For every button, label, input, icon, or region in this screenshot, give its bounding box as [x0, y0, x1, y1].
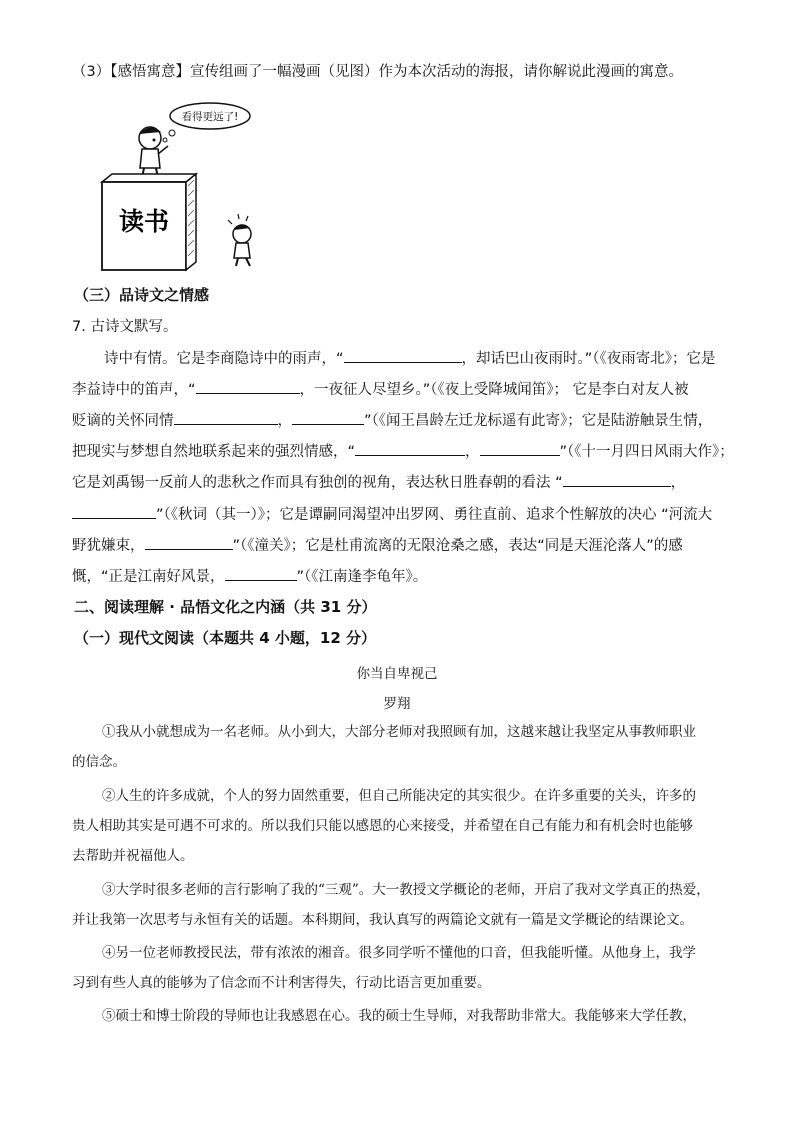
q7-line-8: 慨，“正是江南好风景， ”（《江南逢李龟年》。: [72, 566, 427, 587]
answer-blank[interactable]: [145, 535, 233, 550]
subsection-title: （一）现代文阅读（本题共 4 小题，12 分）: [74, 629, 376, 647]
book-title: 读书: [118, 207, 170, 236]
q3-tag: 【感悟寓意】: [110, 64, 190, 80]
answer-blank[interactable]: [225, 566, 297, 581]
answer-blank[interactable]: [292, 410, 364, 425]
section-title: （三）品诗文之情感: [74, 286, 210, 304]
q7-line-5: 它是刘禹锡一反前人的悲秋之作而具有独创的视角，表达秋日胜春朝的看法 “ ，: [72, 472, 685, 493]
q7-line-1: 诗中有情。它是李商隐诗中的雨声，“ ，却话巴山夜雨时。”（《夜雨寄北》；它是: [104, 348, 716, 369]
q7-line-4: 把现实与梦想自然地联系起来的强烈情感，“ ， ”（《十一月四日风雨大作》；: [72, 441, 734, 462]
article-line: ④另一位老师教授民法，带有浓浓的湘音。很多同学听不懂他的口音，但我能听懂。从他身上，我学: [102, 945, 696, 961]
article-line: ⑤硕士和博士阶段的导师也让我感恩在心。我的硕士生导师，对我帮助非常大。我能够来大学任教，: [102, 1008, 696, 1024]
bubble-text: 看得更远了!: [181, 111, 239, 123]
part-title: 二、阅读理解 · 品悟文化之内涵（共 31 分）: [74, 598, 377, 616]
article-line: 贵人相助其实是可遇不可求的。所以我们只能以感恩的心来接受，并希望在自己有能力和有机会时也能够: [72, 818, 693, 834]
q7-line-3: 贬谪的关怀同情 ， ”（《闻王昌龄左迁龙标遥有此寄》；它是陆游触景生情，: [72, 410, 712, 431]
cartoon-illustration: [92, 96, 272, 274]
article-line: ②人生的许多成就，个人的努力固然重要，但自己所能决定的其实很少。在许多重要的关头，许多的: [102, 788, 696, 804]
article-line: 的信念。: [72, 754, 126, 770]
standing-boy-figure: [139, 127, 168, 178]
article-line: 并让我第一次思考与永恒有关的话题。本科期间，我认真写的两篇论文就有一篇是文学概论的结课论文。: [72, 912, 693, 928]
article-title: 你当自卑视己: [356, 666, 438, 682]
q7-line-7: 野犹嫌束， ”（《潼关》；它是杜甫流离的无限沧桑之感，表达“同是天涯沦落人”的感: [72, 535, 683, 556]
article-line: ①我从小就想成为一名老师。从小到大，大部分老师对我照顾有加，这越来越让我坚定从事教师职业: [102, 724, 696, 740]
answer-blank[interactable]: [480, 441, 560, 456]
article-line: 习到有些人真的能够为了信念而不计利害得失，行动比语言更加重要。: [72, 975, 491, 991]
q3-line: [72, 62, 683, 82]
small-boy-figure: [228, 214, 251, 266]
answer-blank[interactable]: [174, 410, 278, 425]
answer-blank[interactable]: [563, 472, 671, 487]
q7-line-6: ”（《秋词（其一）》；它是谭嗣同渴望冲出罗网、勇往直前、追求个性解放的决心 “河流大: [72, 504, 712, 525]
q3-text: 宣传组画了一幅漫画（见图）作为本次活动的海报，请你解说此漫画的寓意。: [189, 64, 683, 80]
q3-prefix: （3）: [72, 64, 111, 80]
answer-blank[interactable]: [72, 504, 156, 519]
q7-line-2: 李益诗中的笛声，“ ，一夜征人尽望乡。”（《夜上受降城闻笛》； 它是李白对友人被: [72, 379, 689, 400]
q7-title: 7. 古诗文默写。: [72, 319, 178, 335]
answer-blank[interactable]: [196, 379, 300, 394]
article-line: ③大学时很多老师的言行影响了我的“三观”。大一教授文学概论的老师，开启了我对文学真正的热爱，: [102, 882, 710, 898]
article-line: 去帮助并祝福他人。: [72, 848, 194, 864]
answer-blank[interactable]: [344, 348, 462, 363]
article-author: 罗翔: [383, 696, 411, 712]
answer-blank[interactable]: [355, 441, 465, 456]
book-illustration: [102, 174, 196, 270]
